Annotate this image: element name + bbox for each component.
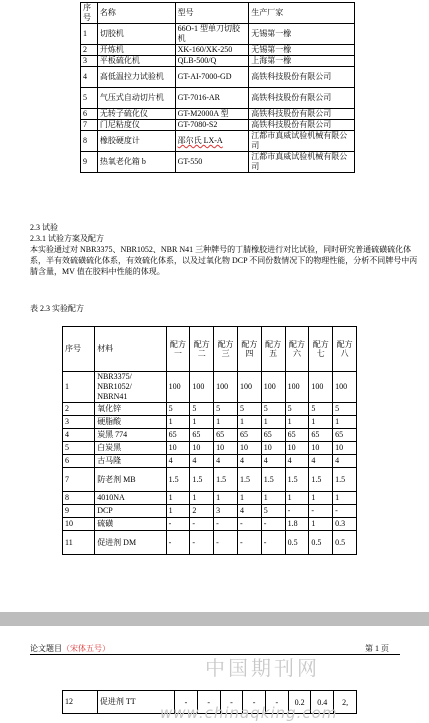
table-cell: 1 xyxy=(333,416,357,429)
table-cell: 1 xyxy=(309,492,333,505)
table-cell: 1 xyxy=(166,416,190,429)
table-cell: 江都市真威试验机械有限公司 xyxy=(249,131,355,152)
table-cell: 门尼粘度仪 xyxy=(97,120,175,131)
table-cell: 1.5 xyxy=(190,468,214,492)
table-cell: 1 xyxy=(237,416,261,429)
table-cell: 1 xyxy=(214,492,238,505)
header-cell: 配方四 xyxy=(237,327,261,372)
table-cell: 66O-1 型单刀切胶机 xyxy=(175,24,249,45)
table-cell: 1.5 xyxy=(214,468,238,492)
table-cell: 高低温拉力试验机 xyxy=(97,67,175,88)
table-cell: 3 xyxy=(81,56,98,67)
table-cell: 1.5 xyxy=(285,468,309,492)
table-cell: 100 xyxy=(214,372,238,403)
table-cell: 5 xyxy=(333,403,357,416)
table-cell: 5 xyxy=(63,442,95,455)
table-cell: 硬脂酸 xyxy=(95,416,166,429)
table-cell: DCP xyxy=(95,505,166,518)
table-cell: 11 xyxy=(63,531,95,555)
table-cell: QLB-500/Q xyxy=(175,56,249,67)
table-cell: 热氧老化箱 b xyxy=(97,152,175,173)
table-cell: 1 xyxy=(190,416,214,429)
table-cell: 8 xyxy=(81,131,98,152)
table-cell: - xyxy=(261,518,285,531)
table-cell: 10 xyxy=(63,518,95,531)
table-row xyxy=(63,505,357,518)
header-cell: 配方二 xyxy=(190,327,214,372)
table-cell: - xyxy=(237,531,261,555)
table-cell: - xyxy=(266,691,289,714)
table-cell: 硫磺 xyxy=(95,518,166,531)
table-cell: 防老剂 MB xyxy=(95,468,166,492)
table-cell: 9 xyxy=(63,505,95,518)
table-row xyxy=(81,24,355,45)
table-cell: 1 xyxy=(309,518,333,531)
table-cell: 开炼机 xyxy=(97,45,175,56)
table-cell: 1 xyxy=(237,492,261,505)
table-cell: 65 xyxy=(237,429,261,442)
formula-table xyxy=(62,326,357,555)
table-cell: 100 xyxy=(285,372,309,403)
table-row xyxy=(63,429,357,442)
table-cell: 4 xyxy=(309,455,333,468)
table-cell: 65 xyxy=(333,429,357,442)
table-cell: 6 xyxy=(81,109,98,120)
table-cell: 2, xyxy=(334,691,357,714)
table-cell: 4 xyxy=(237,505,261,518)
table-cell: 0.5 xyxy=(309,531,333,555)
table-row xyxy=(63,442,357,455)
table-cell: 10 xyxy=(190,442,214,455)
table-cell: 1 xyxy=(190,492,214,505)
header-cell: 配方八 xyxy=(333,327,357,372)
table-row xyxy=(63,455,357,468)
table-cell: - xyxy=(220,691,243,714)
table-cell: 0.2 xyxy=(288,691,311,714)
table-cell: 古马隆 xyxy=(95,455,166,468)
table-cell: 高铁科技股份有限公司 xyxy=(249,88,355,109)
table-cell: 4 xyxy=(166,455,190,468)
table-cell: 1 xyxy=(81,24,98,45)
table-cell: 1 xyxy=(261,492,285,505)
table-cell: 65 xyxy=(309,429,333,442)
table-cell: 上海第一橡 xyxy=(249,56,355,67)
table-cell: 橡胶硬度计 xyxy=(97,131,175,152)
table-cell: 高铁科技股份有限公司 xyxy=(249,67,355,88)
table-row xyxy=(63,372,357,403)
table-cell: - xyxy=(261,531,285,555)
table-cell: 5 xyxy=(81,88,98,109)
table-cell: 1.5 xyxy=(166,468,190,492)
table-cell: 1 xyxy=(285,492,309,505)
table-cell: 1.5 xyxy=(261,468,285,492)
table-cell: 1.5 xyxy=(237,468,261,492)
table-cell: 2 xyxy=(190,505,214,518)
table-row xyxy=(63,416,357,429)
table-cell: 高铁科技股份有限公司 xyxy=(249,120,355,131)
table-cell: 12 xyxy=(63,691,98,714)
table-cell: XK-160/XK-250 xyxy=(175,45,249,56)
header-cell: 序号 xyxy=(81,3,98,24)
table-row xyxy=(63,468,357,492)
table-cell: 10 xyxy=(237,442,261,455)
table-cell: 氧化锌 xyxy=(95,403,166,416)
table-cell: GT-7080-S2 xyxy=(175,120,249,131)
table-cell: 4 xyxy=(63,429,95,442)
table-cell: 10 xyxy=(285,442,309,455)
table-cell: 无锡第一橡 xyxy=(249,45,355,56)
table-cell: - xyxy=(190,531,214,555)
table-row xyxy=(81,67,355,88)
table-cell: - xyxy=(166,531,190,555)
table-cell: 100 xyxy=(261,372,285,403)
table-row xyxy=(81,45,355,56)
table-row xyxy=(81,109,355,120)
table-cell: 100 xyxy=(237,372,261,403)
table-cell: 1 xyxy=(63,372,95,403)
table-row xyxy=(63,531,357,555)
table-cell: - xyxy=(237,518,261,531)
table-cell: - xyxy=(190,518,214,531)
table-cell: NBR3375/ NBR1052/ NBRN41 xyxy=(95,372,166,403)
table-cell: 10 xyxy=(309,442,333,455)
table-cell: 1 xyxy=(261,416,285,429)
table-cell: - xyxy=(214,518,238,531)
table-cell: - xyxy=(333,505,357,518)
table-cell: 100 xyxy=(309,372,333,403)
table-cell: - xyxy=(214,531,238,555)
table-cell: 2 xyxy=(81,45,98,56)
page-number: 第 1 页 xyxy=(365,644,389,653)
table-cell: 6 xyxy=(63,455,95,468)
header-cell: 配方七 xyxy=(309,327,333,372)
table-cell: - xyxy=(243,691,266,714)
table-row xyxy=(63,403,357,416)
table-cell: 7 xyxy=(81,120,98,131)
equipment-header-row xyxy=(81,3,355,24)
header-cell: 配方五 xyxy=(261,327,285,372)
table-cell: 切胶机 xyxy=(97,24,175,45)
table-cell: 2 xyxy=(63,403,95,416)
table-cell: 0.3 xyxy=(333,518,357,531)
table-cell: 10 xyxy=(333,442,357,455)
header-title: 论文题目 xyxy=(30,644,62,653)
table-cell: - xyxy=(197,691,220,714)
watermark-url: www.chinaqking.com xyxy=(160,704,338,722)
table-row xyxy=(63,518,357,531)
table-cell: 8 xyxy=(63,492,95,505)
table-cell: 4 xyxy=(237,455,261,468)
table-cell: 5 xyxy=(261,403,285,416)
table-cell: 5 xyxy=(214,403,238,416)
header-cell: 材料 xyxy=(95,327,166,372)
table-cell: 无转子硫化仪 xyxy=(97,109,175,120)
table-cell: 9 xyxy=(81,152,98,173)
table-cell: 65 xyxy=(214,429,238,442)
table-cell: 3 xyxy=(214,505,238,518)
page-gap xyxy=(0,612,429,626)
table-cell: 1 xyxy=(214,416,238,429)
table-cell: 炭黑 774 xyxy=(95,429,166,442)
table-cell: 65 xyxy=(166,429,190,442)
table-row xyxy=(81,131,355,152)
table-cell: GT-AI-7000-GD xyxy=(175,67,249,88)
table-cell: - xyxy=(175,691,198,714)
section-heading: 2.3 试验 xyxy=(30,223,58,232)
header-cell: 配方一 xyxy=(166,327,190,372)
header-font-note: （宋体五号） xyxy=(62,644,110,653)
table-row xyxy=(81,120,355,131)
table-cell: 1.5 xyxy=(309,468,333,492)
page-header-left xyxy=(30,643,110,654)
header-cell: 序号 xyxy=(63,327,95,372)
table-cell: - xyxy=(309,505,333,518)
table-cell: 0.5 xyxy=(285,531,309,555)
table-cell: 100 xyxy=(190,372,214,403)
table-row xyxy=(81,152,355,173)
header-cell: 生产厂家 xyxy=(249,3,355,24)
watermark-text: 中国期刊网 xyxy=(205,656,320,680)
table-cell: - xyxy=(285,505,309,518)
table-cell: 1 xyxy=(285,416,309,429)
table-cell: 100 xyxy=(333,372,357,403)
header-cell: 配方三 xyxy=(214,327,238,372)
table-cell: 5 xyxy=(285,403,309,416)
table-cell: 0.5 xyxy=(333,531,357,555)
table-cell: 无锡第一橡 xyxy=(249,24,355,45)
table-row xyxy=(81,88,355,109)
header-cell: 配方六 xyxy=(285,327,309,372)
section-text xyxy=(30,222,420,277)
table-cell: 江都市真威试验机械有限公司 xyxy=(249,152,355,173)
table-cell: 1 xyxy=(309,416,333,429)
table-cell: GT-7016-AR xyxy=(175,88,249,109)
table-cell: 10 xyxy=(261,442,285,455)
table-cell: 4010NA xyxy=(95,492,166,505)
header-cell: 型号 xyxy=(175,3,249,24)
table-cell: 10 xyxy=(214,442,238,455)
table-cell: 5 xyxy=(237,403,261,416)
table-cell: 1 xyxy=(166,505,190,518)
table-cell: 3 xyxy=(63,416,95,429)
table-cell: 1 xyxy=(166,492,190,505)
table-row xyxy=(81,56,355,67)
table-cell: 4 xyxy=(285,455,309,468)
table-cell: 白炭黑 xyxy=(95,442,166,455)
table-cell: 4 xyxy=(333,455,357,468)
table-cell: 邵尔氏 LX-A xyxy=(175,131,249,152)
table-cell: 65 xyxy=(285,429,309,442)
table-cell: 5 xyxy=(166,403,190,416)
table-cell: 气压式自动切片机 xyxy=(97,88,175,109)
table-cell: 促进剂 TT xyxy=(97,691,174,714)
table-cell: 4 xyxy=(214,455,238,468)
table-cell: 0.4 xyxy=(311,691,334,714)
subsection-heading: 2.3.1 试验方案及配方 xyxy=(30,234,104,243)
table-cell: 10 xyxy=(166,442,190,455)
table-cell: 5 xyxy=(309,403,333,416)
table-cell: GT-550 xyxy=(175,152,249,173)
body-paragraph: 本实验通过对 NBR3375、NBR1052、NBR N41 三种牌号的丁腈橡胶进行对比试验，同时研究普通硫磺硫化体系，半有效硫磺硫化体系，有效硫化体系，以及过氧化物 DCP 不同份数情况下的物理性能，分析不同牌号中丙腈含量，MV 值在胶料中性能的体现。 xyxy=(30,245,418,276)
table-cell: 1.5 xyxy=(333,468,357,492)
table-cell: 高铁科技股份有限公司 xyxy=(249,109,355,120)
table-cell: 4 xyxy=(261,455,285,468)
table-cell: 4 xyxy=(190,455,214,468)
table-cell: 1.8 xyxy=(285,518,309,531)
table-cell: 65 xyxy=(261,429,285,442)
formula-header-row xyxy=(63,327,357,372)
table-caption: 表 2.3 实验配方 xyxy=(30,304,84,313)
table-cell: 100 xyxy=(166,372,190,403)
table-cell: 促进剂 DM xyxy=(95,531,166,555)
table-cell: GT-M2000A 型 xyxy=(175,109,249,120)
table-cell: 平板硫化机 xyxy=(97,56,175,67)
table-cell: 4 xyxy=(81,67,98,88)
header-cell: 名称 xyxy=(97,3,175,24)
equipment-table xyxy=(80,2,355,173)
table-cell: 65 xyxy=(190,429,214,442)
table-cell: 1 xyxy=(333,492,357,505)
table-cell: - xyxy=(166,518,190,531)
table-cell: 5 xyxy=(190,403,214,416)
table-cell: 5 xyxy=(261,505,285,518)
table-cell: 7 xyxy=(63,468,95,492)
table-row xyxy=(63,492,357,505)
